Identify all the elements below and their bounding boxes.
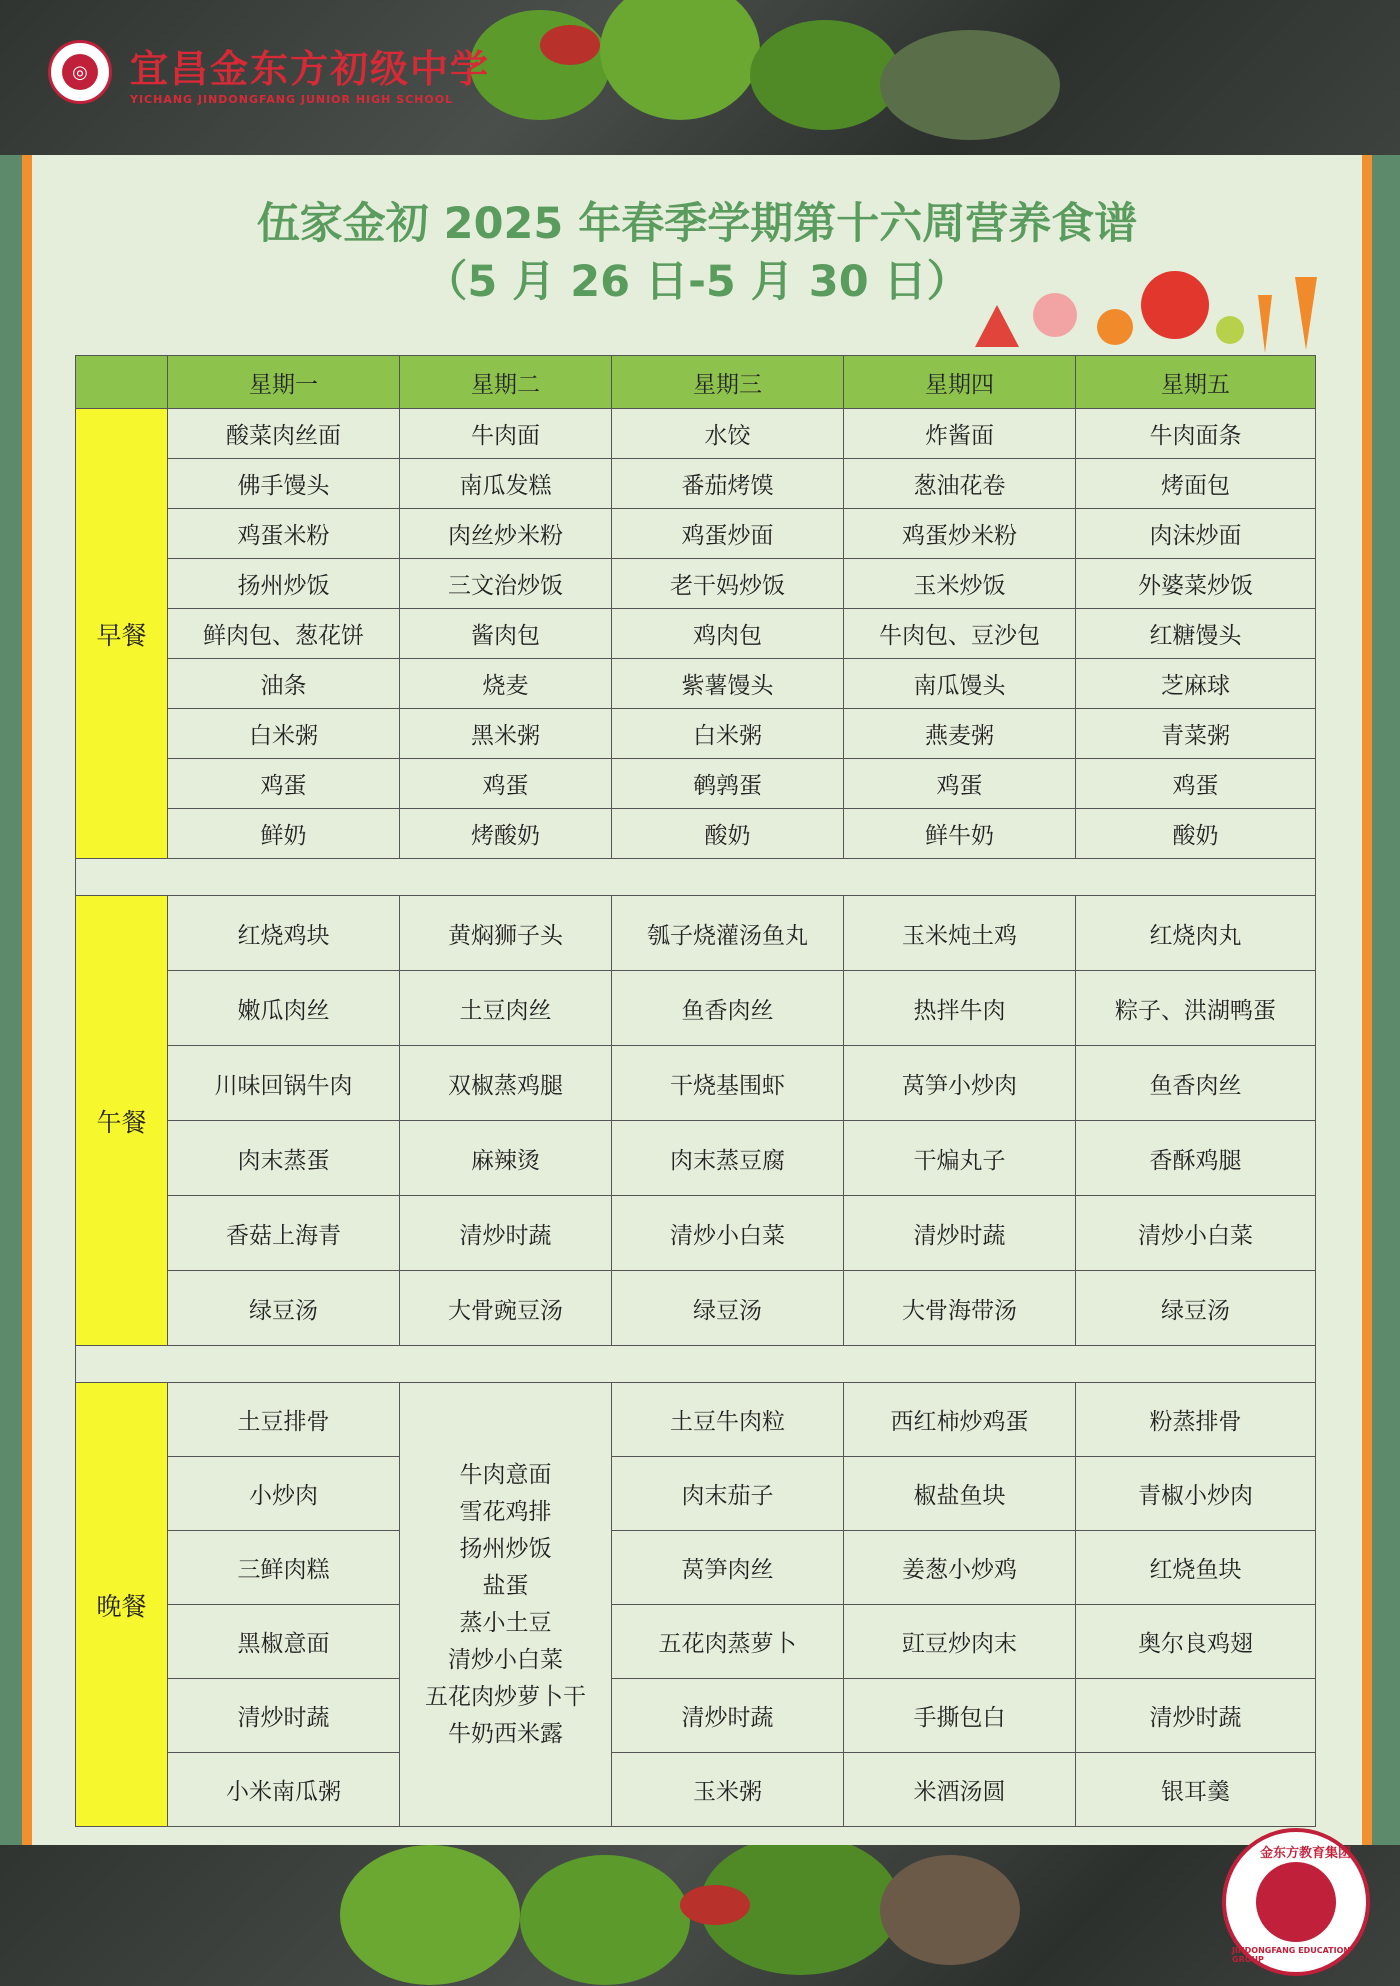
dish-cell: 红烧肉丸: [1076, 896, 1316, 971]
lunch-row: [76, 1271, 1316, 1346]
dish-cell: 鲜奶: [168, 809, 400, 859]
dish-cell: 西红柿炒鸡蛋: [844, 1383, 1076, 1457]
dish-cell: 绿豆汤: [168, 1271, 400, 1346]
dish-cell: 油条: [168, 659, 400, 709]
broccoli-decoration: [340, 1845, 520, 1985]
dish-cell: 三文治炒饭: [400, 559, 612, 609]
dish-cell: 青椒小炒肉: [1076, 1457, 1316, 1531]
dish-cell: 扬州炒饭: [168, 559, 400, 609]
lunch-row: [76, 1196, 1316, 1271]
day-header: 星期四: [844, 356, 1076, 409]
dish-cell: 白米粥: [168, 709, 400, 759]
dish-cell: 鲜牛奶: [844, 809, 1076, 859]
dish-cell: 三鲜肉糕: [168, 1531, 400, 1605]
dish-cell: 大骨海带汤: [844, 1271, 1076, 1346]
dish-cell: 佛手馒头: [168, 459, 400, 509]
watermelon-icon: [975, 305, 1019, 347]
breakfast-row: [76, 459, 1316, 509]
dish-cell: 土豆排骨: [168, 1383, 400, 1457]
day-header: 星期三: [612, 356, 844, 409]
dish-cell: 川味回锅牛肉: [168, 1046, 400, 1121]
dish-cell: 清炒时蔬: [1076, 1679, 1316, 1753]
lunch-row: [76, 971, 1316, 1046]
dish-cell: 清炒小白菜: [1076, 1196, 1316, 1271]
dish-cell: 肉末茄子: [612, 1457, 844, 1531]
dish-line: 清炒小白菜: [448, 1646, 563, 1673]
group-logo: [1222, 1828, 1370, 1976]
dish-cell: 南瓜馒头: [844, 659, 1076, 709]
dish-cell: 小米南瓜粥: [168, 1753, 400, 1827]
dish-cell: 肉末蒸豆腐: [612, 1121, 844, 1196]
breakfast-row: [76, 409, 1316, 459]
wok-decoration: [880, 1855, 1020, 1965]
dish-cell: 白米粥: [612, 709, 844, 759]
dish-cell: 清炒时蔬: [612, 1679, 844, 1753]
pepper-decoration: [680, 1885, 750, 1925]
dish-cell: 鸡肉包: [612, 609, 844, 659]
school-emblem-icon: ◎: [48, 40, 112, 104]
dinner-row: [76, 1531, 1316, 1605]
dish-cell: 双椒蒸鸡腿: [400, 1046, 612, 1121]
dish-cell: 绿豆汤: [1076, 1271, 1316, 1346]
dish-line: 盐蛋: [482, 1572, 529, 1599]
meal-label-dinner: 晚餐: [76, 1383, 168, 1827]
dish-cell: 粽子、洪湖鸭蛋: [1076, 971, 1316, 1046]
dish-cell: 水饺: [612, 409, 844, 459]
dish-cell: 烧麦: [400, 659, 612, 709]
dish-cell: 烤面包: [1076, 459, 1316, 509]
menu-table: [75, 355, 1316, 1827]
dish-cell: 香酥鸡腿: [1076, 1121, 1316, 1196]
dish-cell: 大骨豌豆汤: [400, 1271, 612, 1346]
dish-line: 雪花鸡排: [459, 1498, 552, 1525]
dish-cell: 玉米炖土鸡: [844, 896, 1076, 971]
dish-cell: 酸奶: [612, 809, 844, 859]
broccoli-decoration: [470, 10, 610, 120]
dish-cell: 嫩瓜肉丝: [168, 971, 400, 1046]
dish-cell: 红烧鸡块: [168, 896, 400, 971]
tomato-icon: [1141, 271, 1209, 339]
dish-cell: 酱肉包: [400, 609, 612, 659]
dinner-row: [76, 1383, 1316, 1457]
dish-cell: 绿豆汤: [612, 1271, 844, 1346]
dish-cell: 酸奶: [1076, 809, 1316, 859]
dish-line: 扬州炒饭: [459, 1535, 552, 1562]
dish-cell: 燕麦粥: [844, 709, 1076, 759]
day-header-row: [76, 356, 1316, 409]
dish-cell: 黄焖狮子头: [400, 896, 612, 971]
apple-icon: [1033, 293, 1077, 337]
meal-label-breakfast: 早餐: [76, 409, 168, 859]
group-name-en: JINDONGFANG EDUCATION GROUP: [1232, 1946, 1351, 1964]
dish-cell: 银耳羹: [1076, 1753, 1316, 1827]
dinner-row: [76, 1679, 1316, 1753]
lunch-row: [76, 896, 1316, 971]
dish-cell: 青菜粥: [1076, 709, 1316, 759]
wok-decoration: [880, 30, 1060, 140]
corner-cell: [76, 356, 168, 409]
dish-cell: 鸡蛋: [844, 759, 1076, 809]
dish-cell: 热拌牛肉: [844, 971, 1076, 1046]
dish-cell: 椒盐鱼块: [844, 1457, 1076, 1531]
dish-cell: 鸡蛋: [400, 759, 612, 809]
dish-cell: 清炒时蔬: [844, 1196, 1076, 1271]
dish-cell: 老干妈炒饭: [612, 559, 844, 609]
meal-label-lunch: 午餐: [76, 896, 168, 1346]
left-stripe: [22, 155, 32, 1845]
right-stripe: [1362, 155, 1372, 1845]
dish-cell: 鸡蛋炒米粉: [844, 509, 1076, 559]
group-name-cn: 金东方教育集团: [1260, 1846, 1352, 1861]
dish-cell: 牛肉面: [400, 409, 612, 459]
right-border: [1370, 155, 1400, 1845]
dish-line: 牛奶西米露: [448, 1720, 563, 1747]
bottom-banner: [0, 1845, 1400, 1986]
group-emblem-icon: [1256, 1862, 1336, 1942]
day-header: 星期五: [1076, 356, 1316, 409]
breakfast-row: [76, 609, 1316, 659]
dinner-row: [76, 1605, 1316, 1679]
dish-cell: 鱼香肉丝: [612, 971, 844, 1046]
dish-cell: 豇豆炒肉末: [844, 1605, 1076, 1679]
spacer-row: [76, 859, 1316, 896]
breakfast-row: [76, 709, 1316, 759]
title-line1: 伍家金初 2025 年春季学期第十六周营养食谱: [256, 199, 1138, 249]
breakfast-row: [76, 809, 1316, 859]
dish-cell: 肉沫炒面: [1076, 509, 1316, 559]
title-line2: （5 月 26 日-5 月 30 日）: [424, 257, 970, 307]
dish-cell: 姜葱小炒鸡: [844, 1531, 1076, 1605]
dish-cell: 莴笋肉丝: [612, 1531, 844, 1605]
dinner-row: [76, 1753, 1316, 1827]
dish-cell: 五花肉蒸萝卜: [612, 1605, 844, 1679]
dish-cell: 肉丝炒米粉: [400, 509, 612, 559]
dish-cell: 手撕包白: [844, 1679, 1076, 1753]
spacer-row: [76, 1346, 1316, 1383]
lunch-row: [76, 1121, 1316, 1196]
dish-cell: 南瓜发糕: [400, 459, 612, 509]
day-header: 星期二: [400, 356, 612, 409]
dish-cell: 香菇上海青: [168, 1196, 400, 1271]
dish-cell: 清炒时蔬: [400, 1196, 612, 1271]
carrot-icon: [1258, 295, 1272, 353]
dish-cell: 清炒小白菜: [612, 1196, 844, 1271]
dish-cell: 麻辣烫: [400, 1121, 612, 1196]
breakfast-row: [76, 559, 1316, 609]
school-name-cn: 宜昌金东方初级中学: [130, 46, 491, 91]
dish-cell: 鸡蛋炒面: [612, 509, 844, 559]
dish-line: 牛肉意面: [459, 1461, 552, 1488]
dish-cell: 芝麻球: [1076, 659, 1316, 709]
orange-icon: [1097, 309, 1133, 345]
breakfast-row: [76, 659, 1316, 709]
dish-cell: 炸酱面: [844, 409, 1076, 459]
dish-line: 蒸小土豆: [459, 1609, 552, 1636]
lunch-row: [76, 1046, 1316, 1121]
dish-cell: 肉末蒸蛋: [168, 1121, 400, 1196]
dish-cell: 烤酸奶: [400, 809, 612, 859]
dish-cell: 瓠子烧灌汤鱼丸: [612, 896, 844, 971]
dish-cell: 玉米炒饭: [844, 559, 1076, 609]
breakfast-row: [76, 759, 1316, 809]
dinner-row: [76, 1457, 1316, 1531]
school-logo: [48, 38, 490, 106]
dish-cell: 鲜肉包、葱花饼: [168, 609, 400, 659]
dish-cell: 鸡蛋: [1076, 759, 1316, 809]
dish-cell: 外婆菜炒饭: [1076, 559, 1316, 609]
dish-cell: 鸡蛋米粉: [168, 509, 400, 559]
dish-cell: 红烧鱼块: [1076, 1531, 1316, 1605]
tuesday-dinner-cell: [400, 1383, 612, 1827]
dish-cell: 干煸丸子: [844, 1121, 1076, 1196]
dish-cell: 牛肉包、豆沙包: [844, 609, 1076, 659]
broccoli-decoration: [750, 20, 900, 130]
dish-cell: 鹌鹑蛋: [612, 759, 844, 809]
dish-cell: 黑米粥: [400, 709, 612, 759]
pepper-decoration: [540, 25, 600, 65]
dish-cell: 土豆肉丝: [400, 971, 612, 1046]
school-name-en: YICHANG JINDONGFANG JUNIOR HIGH SCHOOL: [130, 93, 454, 106]
dish-cell: 土豆牛肉粒: [612, 1383, 844, 1457]
dish-cell: 红糖馒头: [1076, 609, 1316, 659]
breakfast-row: [76, 509, 1316, 559]
fruit-characters-illustration: [975, 255, 1335, 355]
dish-cell: 玉米粥: [612, 1753, 844, 1827]
dish-cell: 葱油花卷: [844, 459, 1076, 509]
dish-cell: 番茄烤馍: [612, 459, 844, 509]
dish-cell: 奥尔良鸡翅: [1076, 1605, 1316, 1679]
carrot-icon: [1295, 277, 1317, 350]
dish-cell: 干烧基围虾: [612, 1046, 844, 1121]
dish-cell: 莴笋小炒肉: [844, 1046, 1076, 1121]
broccoli-decoration: [520, 1855, 690, 1985]
day-header: 星期一: [168, 356, 400, 409]
dish-cell: 米酒汤圆: [844, 1753, 1076, 1827]
dish-cell: 牛肉面条: [1076, 409, 1316, 459]
dish-cell: 紫薯馒头: [612, 659, 844, 709]
broccoli-decoration: [600, 0, 760, 120]
dish-cell: 清炒时蔬: [168, 1679, 400, 1753]
dish-cell: 黑椒意面: [168, 1605, 400, 1679]
dish-cell: 粉蒸排骨: [1076, 1383, 1316, 1457]
dish-cell: 酸菜肉丝面: [168, 409, 400, 459]
dish-cell: 鱼香肉丝: [1076, 1046, 1316, 1121]
lime-icon: [1216, 316, 1244, 344]
dish-cell: 鸡蛋: [168, 759, 400, 809]
dish-cell: 小炒肉: [168, 1457, 400, 1531]
dish-line: 五花肉炒萝卜干: [425, 1683, 586, 1710]
